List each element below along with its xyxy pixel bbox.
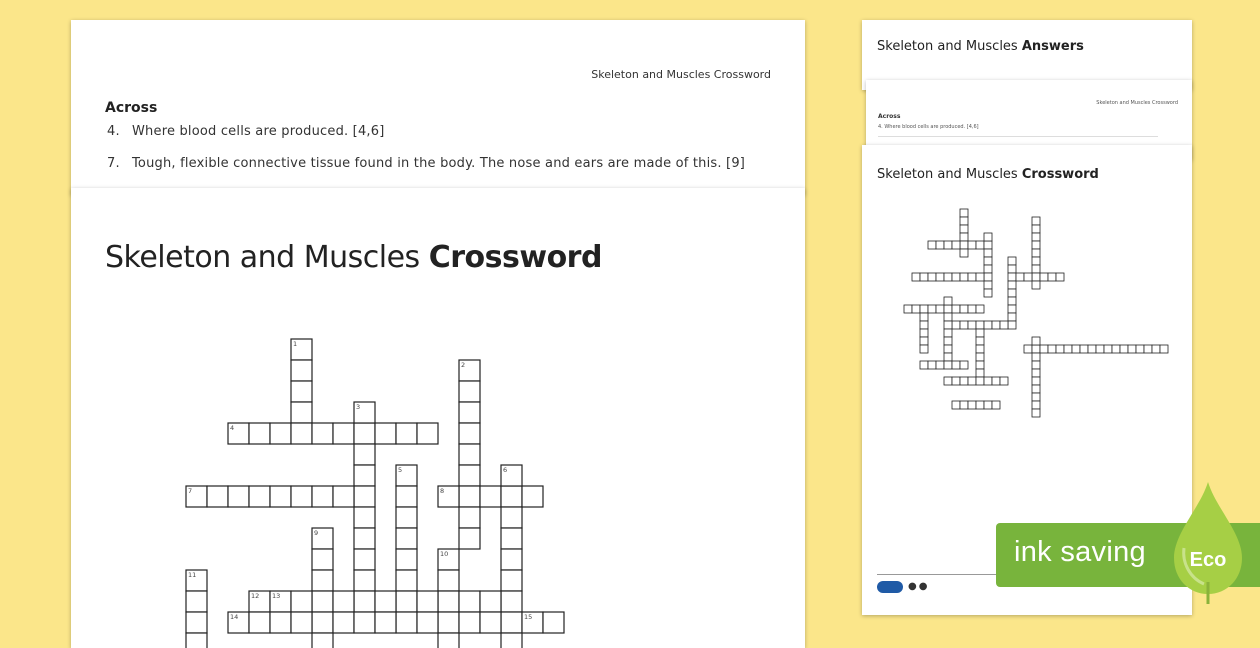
grid-cell[interactable] bbox=[976, 305, 984, 313]
grid-cell[interactable] bbox=[312, 570, 333, 591]
grid-cell[interactable] bbox=[438, 633, 459, 648]
grid-cell[interactable] bbox=[984, 265, 992, 273]
grid-cell[interactable] bbox=[920, 345, 928, 353]
grid-cell[interactable] bbox=[936, 361, 944, 369]
eco-drop-icon bbox=[1170, 478, 1246, 608]
grid-cell[interactable] bbox=[1104, 345, 1112, 353]
answers-title-bold: Answers bbox=[1021, 39, 1084, 54]
footer-dots: ●● bbox=[908, 581, 930, 592]
mini-divider bbox=[878, 136, 1158, 137]
grid-cell[interactable] bbox=[1032, 257, 1040, 265]
grid-cell[interactable] bbox=[228, 486, 249, 507]
grid-cell[interactable] bbox=[1008, 305, 1016, 313]
grid-cell[interactable] bbox=[1008, 321, 1016, 329]
eco-label: Eco bbox=[1189, 549, 1227, 571]
grid-cell[interactable] bbox=[459, 402, 480, 423]
across-heading: Across bbox=[105, 100, 158, 116]
clue-4 bbox=[107, 124, 385, 139]
grid-cell[interactable] bbox=[354, 570, 375, 591]
grid-cell[interactable] bbox=[1032, 393, 1040, 401]
grid-cell[interactable] bbox=[312, 633, 333, 648]
grid-cell[interactable] bbox=[952, 361, 960, 369]
grid-cell[interactable] bbox=[1080, 345, 1088, 353]
grid-cell[interactable] bbox=[1032, 217, 1040, 225]
grid-cell[interactable] bbox=[396, 528, 417, 549]
grid-cell[interactable] bbox=[354, 507, 375, 528]
grid-cell[interactable] bbox=[459, 465, 480, 486]
grid-cell[interactable] bbox=[1032, 377, 1040, 385]
grid-cell[interactable] bbox=[1016, 273, 1024, 281]
grid-cell[interactable] bbox=[920, 321, 928, 329]
grid-cell[interactable] bbox=[992, 377, 1000, 385]
grid-cell[interactable] bbox=[904, 305, 912, 313]
grid-cell[interactable] bbox=[952, 273, 960, 281]
ink-saving-label: ink saving bbox=[1014, 536, 1146, 568]
grid-cell[interactable] bbox=[312, 549, 333, 570]
grid-cell[interactable] bbox=[992, 321, 1000, 329]
grid-cell[interactable] bbox=[1112, 345, 1120, 353]
grid-cell[interactable] bbox=[920, 337, 928, 345]
grid-cell[interactable] bbox=[976, 337, 984, 345]
mini-page-header: Skeleton and Muscles Crossword bbox=[1096, 100, 1178, 106]
grid-cell[interactable] bbox=[920, 273, 928, 281]
grid-cell[interactable] bbox=[968, 273, 976, 281]
grid-cell[interactable] bbox=[1040, 345, 1048, 353]
grid-cell[interactable] bbox=[1008, 257, 1016, 265]
grid-cell[interactable] bbox=[459, 381, 480, 402]
grid-cell[interactable] bbox=[1136, 345, 1144, 353]
grid-cell[interactable] bbox=[375, 591, 396, 612]
grid-cell[interactable] bbox=[984, 249, 992, 257]
grid-cell[interactable] bbox=[291, 402, 312, 423]
grid-cell[interactable] bbox=[1008, 273, 1016, 281]
grid-cell[interactable] bbox=[354, 444, 375, 465]
grid-cell[interactable] bbox=[960, 225, 968, 233]
grid-cell[interactable] bbox=[312, 423, 333, 444]
grid-cell[interactable] bbox=[396, 549, 417, 570]
grid-cell[interactable] bbox=[1096, 345, 1104, 353]
grid-cell[interactable] bbox=[249, 423, 270, 444]
grid-cell[interactable] bbox=[984, 273, 992, 281]
clue-number-label: 3 bbox=[356, 403, 361, 411]
eco-drop-shape bbox=[1174, 482, 1242, 594]
grid-cell[interactable] bbox=[501, 549, 522, 570]
grid-cell[interactable] bbox=[976, 329, 984, 337]
grid-cell[interactable] bbox=[920, 313, 928, 321]
grid-cell[interactable] bbox=[968, 305, 976, 313]
grid-cell[interactable] bbox=[438, 570, 459, 591]
grid-cell[interactable] bbox=[354, 528, 375, 549]
grid-cell[interactable] bbox=[952, 321, 960, 329]
clue-number-label: 7 bbox=[188, 487, 193, 495]
grid-cell[interactable] bbox=[960, 377, 968, 385]
grid-cell[interactable] bbox=[984, 377, 992, 385]
grid-cell[interactable] bbox=[976, 377, 984, 385]
back-page bbox=[71, 20, 805, 195]
grid-cell[interactable] bbox=[952, 401, 960, 409]
grid-cell[interactable] bbox=[333, 591, 354, 612]
answers-title bbox=[877, 39, 1084, 54]
clue-number-label: 14 bbox=[230, 613, 239, 621]
grid-cell[interactable] bbox=[968, 321, 976, 329]
grid-cell[interactable] bbox=[459, 507, 480, 528]
grid-cell[interactable] bbox=[291, 381, 312, 402]
grid-cell[interactable] bbox=[992, 401, 1000, 409]
clue-7-text: Tough, flexible connective tissue found in the body. The nose and ears are made of this. [9] bbox=[132, 156, 746, 171]
clue-number-label: 13 bbox=[272, 592, 281, 600]
crossword-grid bbox=[71, 188, 805, 648]
grid-cell[interactable] bbox=[976, 273, 984, 281]
grid-cell[interactable] bbox=[480, 486, 501, 507]
grid-cell[interactable] bbox=[984, 257, 992, 265]
grid-cell[interactable] bbox=[186, 591, 207, 612]
clue-number-label: 11 bbox=[188, 571, 197, 579]
grid-cell[interactable] bbox=[1008, 289, 1016, 297]
grid-cell[interactable] bbox=[1032, 361, 1040, 369]
mini-clue: 4. Where blood cells are produced. [4,6] bbox=[878, 124, 979, 130]
grid-cell[interactable] bbox=[291, 591, 312, 612]
grid-cell[interactable] bbox=[1064, 345, 1072, 353]
crossword-title-bold: Crossword bbox=[428, 240, 602, 275]
grid-cell[interactable] bbox=[944, 345, 952, 353]
grid-cell[interactable] bbox=[333, 423, 354, 444]
grid-cell[interactable] bbox=[960, 249, 968, 257]
grid-cell[interactable] bbox=[952, 377, 960, 385]
grid-cell[interactable] bbox=[960, 233, 968, 241]
grid-cell[interactable] bbox=[501, 591, 522, 612]
grid-cell[interactable] bbox=[249, 486, 270, 507]
grid-cell[interactable] bbox=[459, 528, 480, 549]
grid-cell[interactable] bbox=[354, 423, 375, 444]
grid-cell[interactable] bbox=[1056, 273, 1064, 281]
grid-cell[interactable] bbox=[270, 423, 291, 444]
grid-cell[interactable] bbox=[976, 361, 984, 369]
grid-cell[interactable] bbox=[976, 241, 984, 249]
grid-cell[interactable] bbox=[1032, 345, 1040, 353]
grid-cell[interactable] bbox=[1024, 345, 1032, 353]
clue-number-label: 8 bbox=[440, 487, 445, 495]
grid-cell[interactable] bbox=[928, 361, 936, 369]
grid-cell[interactable] bbox=[928, 273, 936, 281]
grid-cell[interactable] bbox=[459, 423, 480, 444]
grid-cell[interactable] bbox=[396, 591, 417, 612]
grid-cell[interactable] bbox=[984, 401, 992, 409]
grid-cell[interactable] bbox=[1024, 273, 1032, 281]
clue-4-number: 4. bbox=[107, 124, 120, 139]
grid-cell[interactable] bbox=[1008, 297, 1016, 305]
grid-cell[interactable] bbox=[1032, 241, 1040, 249]
grid-cell[interactable] bbox=[1032, 385, 1040, 393]
clue-number-label: 5 bbox=[398, 466, 403, 474]
grid-cell[interactable] bbox=[960, 321, 968, 329]
grid-cell[interactable] bbox=[312, 591, 333, 612]
grid-cell[interactable] bbox=[928, 241, 936, 249]
clue-4-text: Where blood cells are produced. [4,6] bbox=[132, 124, 385, 139]
grid-cell[interactable] bbox=[944, 241, 952, 249]
grid-cell[interactable] bbox=[1032, 353, 1040, 361]
grid-cell[interactable] bbox=[1072, 345, 1080, 353]
grid-cell[interactable] bbox=[920, 305, 928, 313]
grid-cell[interactable] bbox=[1032, 281, 1040, 289]
grid-cell[interactable] bbox=[1048, 345, 1056, 353]
grid-cell[interactable] bbox=[1032, 401, 1040, 409]
grid-cell[interactable] bbox=[438, 591, 459, 612]
grid-cell[interactable] bbox=[952, 305, 960, 313]
clue-number-label: 2 bbox=[461, 361, 466, 369]
grid-cell[interactable] bbox=[1120, 345, 1128, 353]
clue-number-label: 12 bbox=[251, 592, 260, 600]
grid-cell[interactable] bbox=[396, 423, 417, 444]
grid-cell[interactable] bbox=[1032, 225, 1040, 233]
grid-cell[interactable] bbox=[968, 401, 976, 409]
clue-number-label: 1 bbox=[293, 340, 298, 348]
clue-number-label: 15 bbox=[524, 613, 533, 621]
grid-cell[interactable] bbox=[501, 633, 522, 648]
grid-cell[interactable] bbox=[1152, 345, 1160, 353]
grid-cell[interactable] bbox=[501, 507, 522, 528]
grid-cell[interactable] bbox=[1032, 369, 1040, 377]
grid-cell[interactable] bbox=[1032, 273, 1040, 281]
grid-cell[interactable] bbox=[375, 423, 396, 444]
grid-cell[interactable] bbox=[207, 486, 228, 507]
preview-title-regular: Skeleton and Muscles bbox=[877, 167, 1022, 182]
grid-cell[interactable] bbox=[1128, 345, 1136, 353]
grid-cell[interactable] bbox=[354, 486, 375, 507]
grid-cell[interactable] bbox=[944, 321, 952, 329]
grid-cell[interactable] bbox=[928, 305, 936, 313]
grid-cell[interactable] bbox=[501, 570, 522, 591]
mini-across-heading: Across bbox=[878, 113, 901, 120]
back-page-header: Skeleton and Muscles Crossword bbox=[591, 68, 771, 81]
grid-cell[interactable] bbox=[417, 423, 438, 444]
grid-cell[interactable] bbox=[354, 465, 375, 486]
grid-cell[interactable] bbox=[984, 289, 992, 297]
grid-cell[interactable] bbox=[936, 273, 944, 281]
grid-cell[interactable] bbox=[1032, 233, 1040, 241]
grid-cell[interactable] bbox=[976, 401, 984, 409]
grid-cell[interactable] bbox=[976, 353, 984, 361]
grid-cell[interactable] bbox=[459, 444, 480, 465]
grid-cell[interactable] bbox=[944, 329, 952, 337]
grid-cell[interactable] bbox=[968, 377, 976, 385]
grid-cell[interactable] bbox=[480, 591, 501, 612]
grid-cell[interactable] bbox=[396, 570, 417, 591]
grid-cell[interactable] bbox=[984, 241, 992, 249]
grid-cell[interactable] bbox=[1008, 265, 1016, 273]
grid-cell[interactable] bbox=[912, 273, 920, 281]
grid-cell[interactable] bbox=[976, 321, 984, 329]
grid-cell[interactable] bbox=[501, 486, 522, 507]
grid-cell[interactable] bbox=[984, 233, 992, 241]
grid-cell[interactable] bbox=[960, 209, 968, 217]
grid-cell[interactable] bbox=[1032, 265, 1040, 273]
grid-cell[interactable] bbox=[912, 305, 920, 313]
grid-cell[interactable] bbox=[960, 401, 968, 409]
clue-7-number: 7. bbox=[107, 156, 120, 171]
grid-cell[interactable] bbox=[976, 369, 984, 377]
grid-cell[interactable] bbox=[944, 305, 952, 313]
grid-cell[interactable] bbox=[522, 486, 543, 507]
grid-cell[interactable] bbox=[920, 329, 928, 337]
clue-number-label: 10 bbox=[440, 550, 449, 558]
grid-cell[interactable] bbox=[1144, 345, 1152, 353]
grid-cell[interactable] bbox=[960, 241, 968, 249]
grid-cell[interactable] bbox=[1000, 377, 1008, 385]
grid-cell[interactable] bbox=[960, 273, 968, 281]
grid-cell[interactable] bbox=[944, 377, 952, 385]
grid-cell[interactable] bbox=[944, 337, 952, 345]
brand-logo-icon bbox=[877, 581, 903, 593]
clue-number-label: 9 bbox=[314, 529, 319, 537]
grid-cell[interactable] bbox=[291, 423, 312, 444]
grid-cell[interactable] bbox=[501, 528, 522, 549]
grid-cell[interactable] bbox=[1040, 273, 1048, 281]
grid-cell[interactable] bbox=[354, 591, 375, 612]
grid-cell[interactable] bbox=[1008, 313, 1016, 321]
grid-cell[interactable] bbox=[960, 305, 968, 313]
grid-cell[interactable] bbox=[459, 591, 480, 612]
grid-cell[interactable] bbox=[984, 281, 992, 289]
clue-number-label: 4 bbox=[230, 424, 235, 432]
grid-cell[interactable] bbox=[312, 486, 333, 507]
grid-cell[interactable] bbox=[291, 360, 312, 381]
grid-cell[interactable] bbox=[459, 486, 480, 507]
grid-cell[interactable] bbox=[960, 217, 968, 225]
preview-title-bold: Crossword bbox=[1021, 167, 1099, 182]
grid-cell[interactable] bbox=[1048, 273, 1056, 281]
grid-cell[interactable] bbox=[396, 486, 417, 507]
grid-cell[interactable] bbox=[920, 361, 928, 369]
grid-cell[interactable] bbox=[1160, 345, 1168, 353]
grid-cell[interactable] bbox=[396, 507, 417, 528]
grid-cell[interactable] bbox=[1000, 321, 1008, 329]
grid-cell[interactable] bbox=[1032, 409, 1040, 417]
grid-cell[interactable] bbox=[936, 305, 944, 313]
grid-cell[interactable] bbox=[944, 313, 952, 321]
answers-title-regular: Skeleton and Muscles bbox=[877, 39, 1022, 54]
grid-cell[interactable] bbox=[984, 321, 992, 329]
grid-cell[interactable] bbox=[944, 297, 952, 305]
grid-cell[interactable] bbox=[1056, 345, 1064, 353]
grid-cell[interactable] bbox=[1088, 345, 1096, 353]
grid-cell[interactable] bbox=[952, 241, 960, 249]
grid-cell[interactable] bbox=[968, 241, 976, 249]
grid-cell[interactable] bbox=[976, 345, 984, 353]
grid-cell[interactable] bbox=[291, 486, 312, 507]
clue-7 bbox=[107, 156, 745, 171]
grid-cell[interactable] bbox=[1032, 337, 1040, 345]
grid-cell[interactable] bbox=[936, 241, 944, 249]
grid-cell[interactable] bbox=[944, 361, 952, 369]
grid-cell[interactable] bbox=[417, 591, 438, 612]
grid-cell[interactable] bbox=[270, 486, 291, 507]
grid-cell[interactable] bbox=[186, 633, 207, 648]
grid-cell[interactable] bbox=[944, 353, 952, 361]
grid-cell[interactable] bbox=[333, 486, 354, 507]
grid-cell[interactable] bbox=[960, 361, 968, 369]
grid-cell[interactable] bbox=[944, 273, 952, 281]
grid-cell[interactable] bbox=[354, 549, 375, 570]
front-page bbox=[71, 188, 805, 648]
grid-cell[interactable] bbox=[1008, 281, 1016, 289]
clue-number-label: 6 bbox=[503, 466, 508, 474]
crossword-title-regular: Skeleton and Muscles bbox=[105, 240, 429, 275]
grid-cell[interactable] bbox=[1032, 249, 1040, 257]
